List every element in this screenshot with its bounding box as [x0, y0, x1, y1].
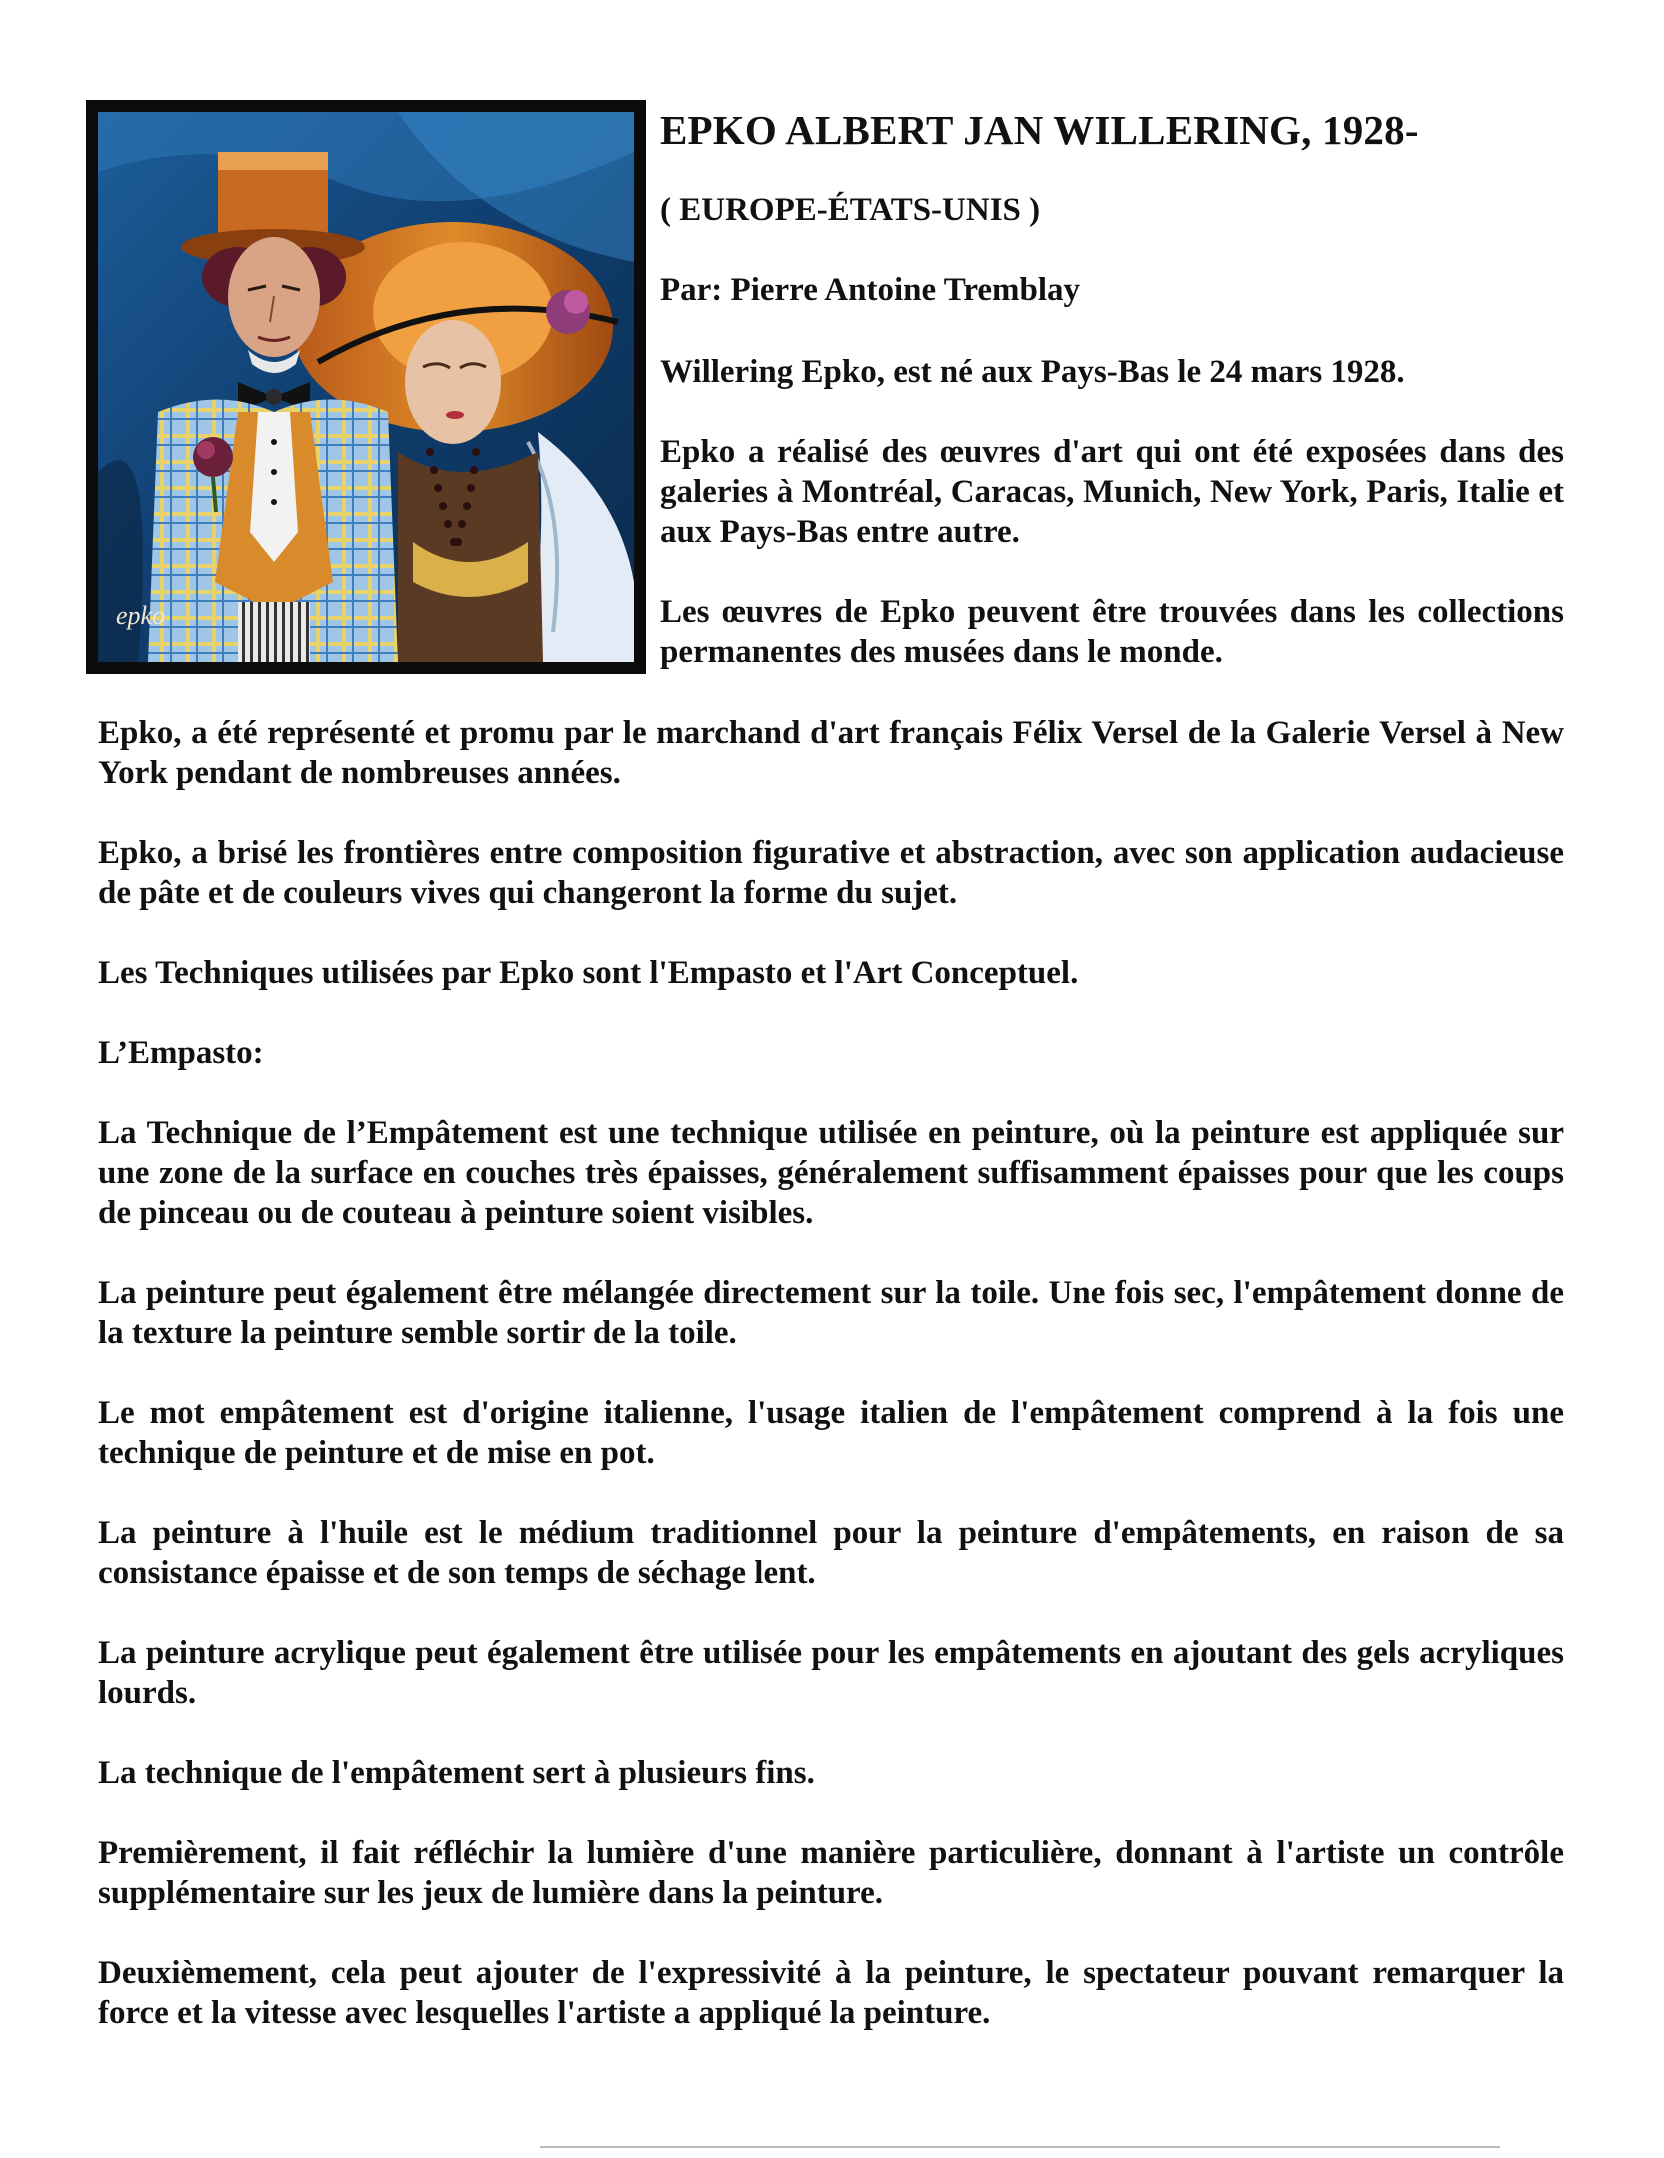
paragraph: La technique de l'empâtement sert à plusieurs fins. — [98, 1755, 815, 1791]
painting-signature: epko — [116, 601, 166, 630]
paragraph: Willering Epko, est né aux Pays-Bas le 24 mars 1928. — [660, 354, 1405, 390]
paragraph: La peinture peut également être mélangée directement sur la toile. Une fois sec, l'empâtement donne de la texture la peinture semble sortir de la toile. — [98, 1275, 1564, 1351]
article-title: EPKO ALBERT JAN WILLERING, 1928- — [660, 107, 1419, 153]
section-heading: L’Empasto: — [98, 1035, 264, 1071]
paragraph: Le mot empâtement est d'origine italienne, l'usage italien de l'empâtement comprend à la fois une technique de peinture et de mise en pot. — [98, 1395, 1564, 1471]
paragraph: Epko, a brisé les frontières entre composition figurative et abstraction, avec son application audacieuse de pâte et de couleurs vives qui changeront la forme du sujet. — [98, 835, 1564, 911]
paragraph: Deuxièmement, cela peut ajouter de l'expressivité à la peinture, le spectateur pouvant remarquer la force et la vitesse avec lesquelles l'artiste a appliqué la peinture. — [98, 1955, 1564, 2031]
paragraph: La Technique de l’Empâtement est une technique utilisée en peinture, où la peinture est appliquée sur une zone de la surface en couches très épaisses, généralement suffisamment épaisses pour que les coups de pinceau ou de couteau à peinture soient visibles. — [98, 1115, 1564, 1231]
article-author: Par: Pierre Antoine Tremblay — [660, 272, 1081, 308]
paragraph: La peinture acrylique peut également être utilisée pour les empâtements en ajoutant des gels acryliques lourds. — [98, 1635, 1564, 1711]
painting-illustration — [98, 112, 634, 662]
paragraph: Epko a réalisé des œuvres d'art qui ont été exposées dans des galeries à Montréal, Caracas, Munich, New York, Paris, Italie et aux Pays-Bas entre autre. — [660, 434, 1564, 550]
paragraph: Premièrement, il fait réfléchir la lumière d'une manière particulière, donnant à l'artiste un contrôle supplémentaire sur les jeux de lumière dans la peinture. — [98, 1835, 1564, 1911]
page-bottom-rule — [540, 2146, 1500, 2148]
paragraph: Les œuvres de Epko peuvent être trouvées dans les collections permanentes des musées dans le monde. — [660, 594, 1564, 670]
paragraph: Epko, a été représenté et promu par le marchand d'art français Félix Versel de la Galerie Versel à New York pendant de nombreuses années. — [98, 715, 1564, 791]
painting-image — [86, 100, 646, 674]
paragraph: La peinture à l'huile est le médium traditionnel pour la peinture d'empâtements, en raison de sa consistance épaisse et de son temps de séchage lent. — [98, 1515, 1564, 1591]
article-region: ( EUROPE-ÉTATS-UNIS ) — [660, 192, 1041, 228]
paragraph: Les Techniques utilisées par Epko sont l'Empasto et l'Art Conceptuel. — [98, 955, 1079, 991]
